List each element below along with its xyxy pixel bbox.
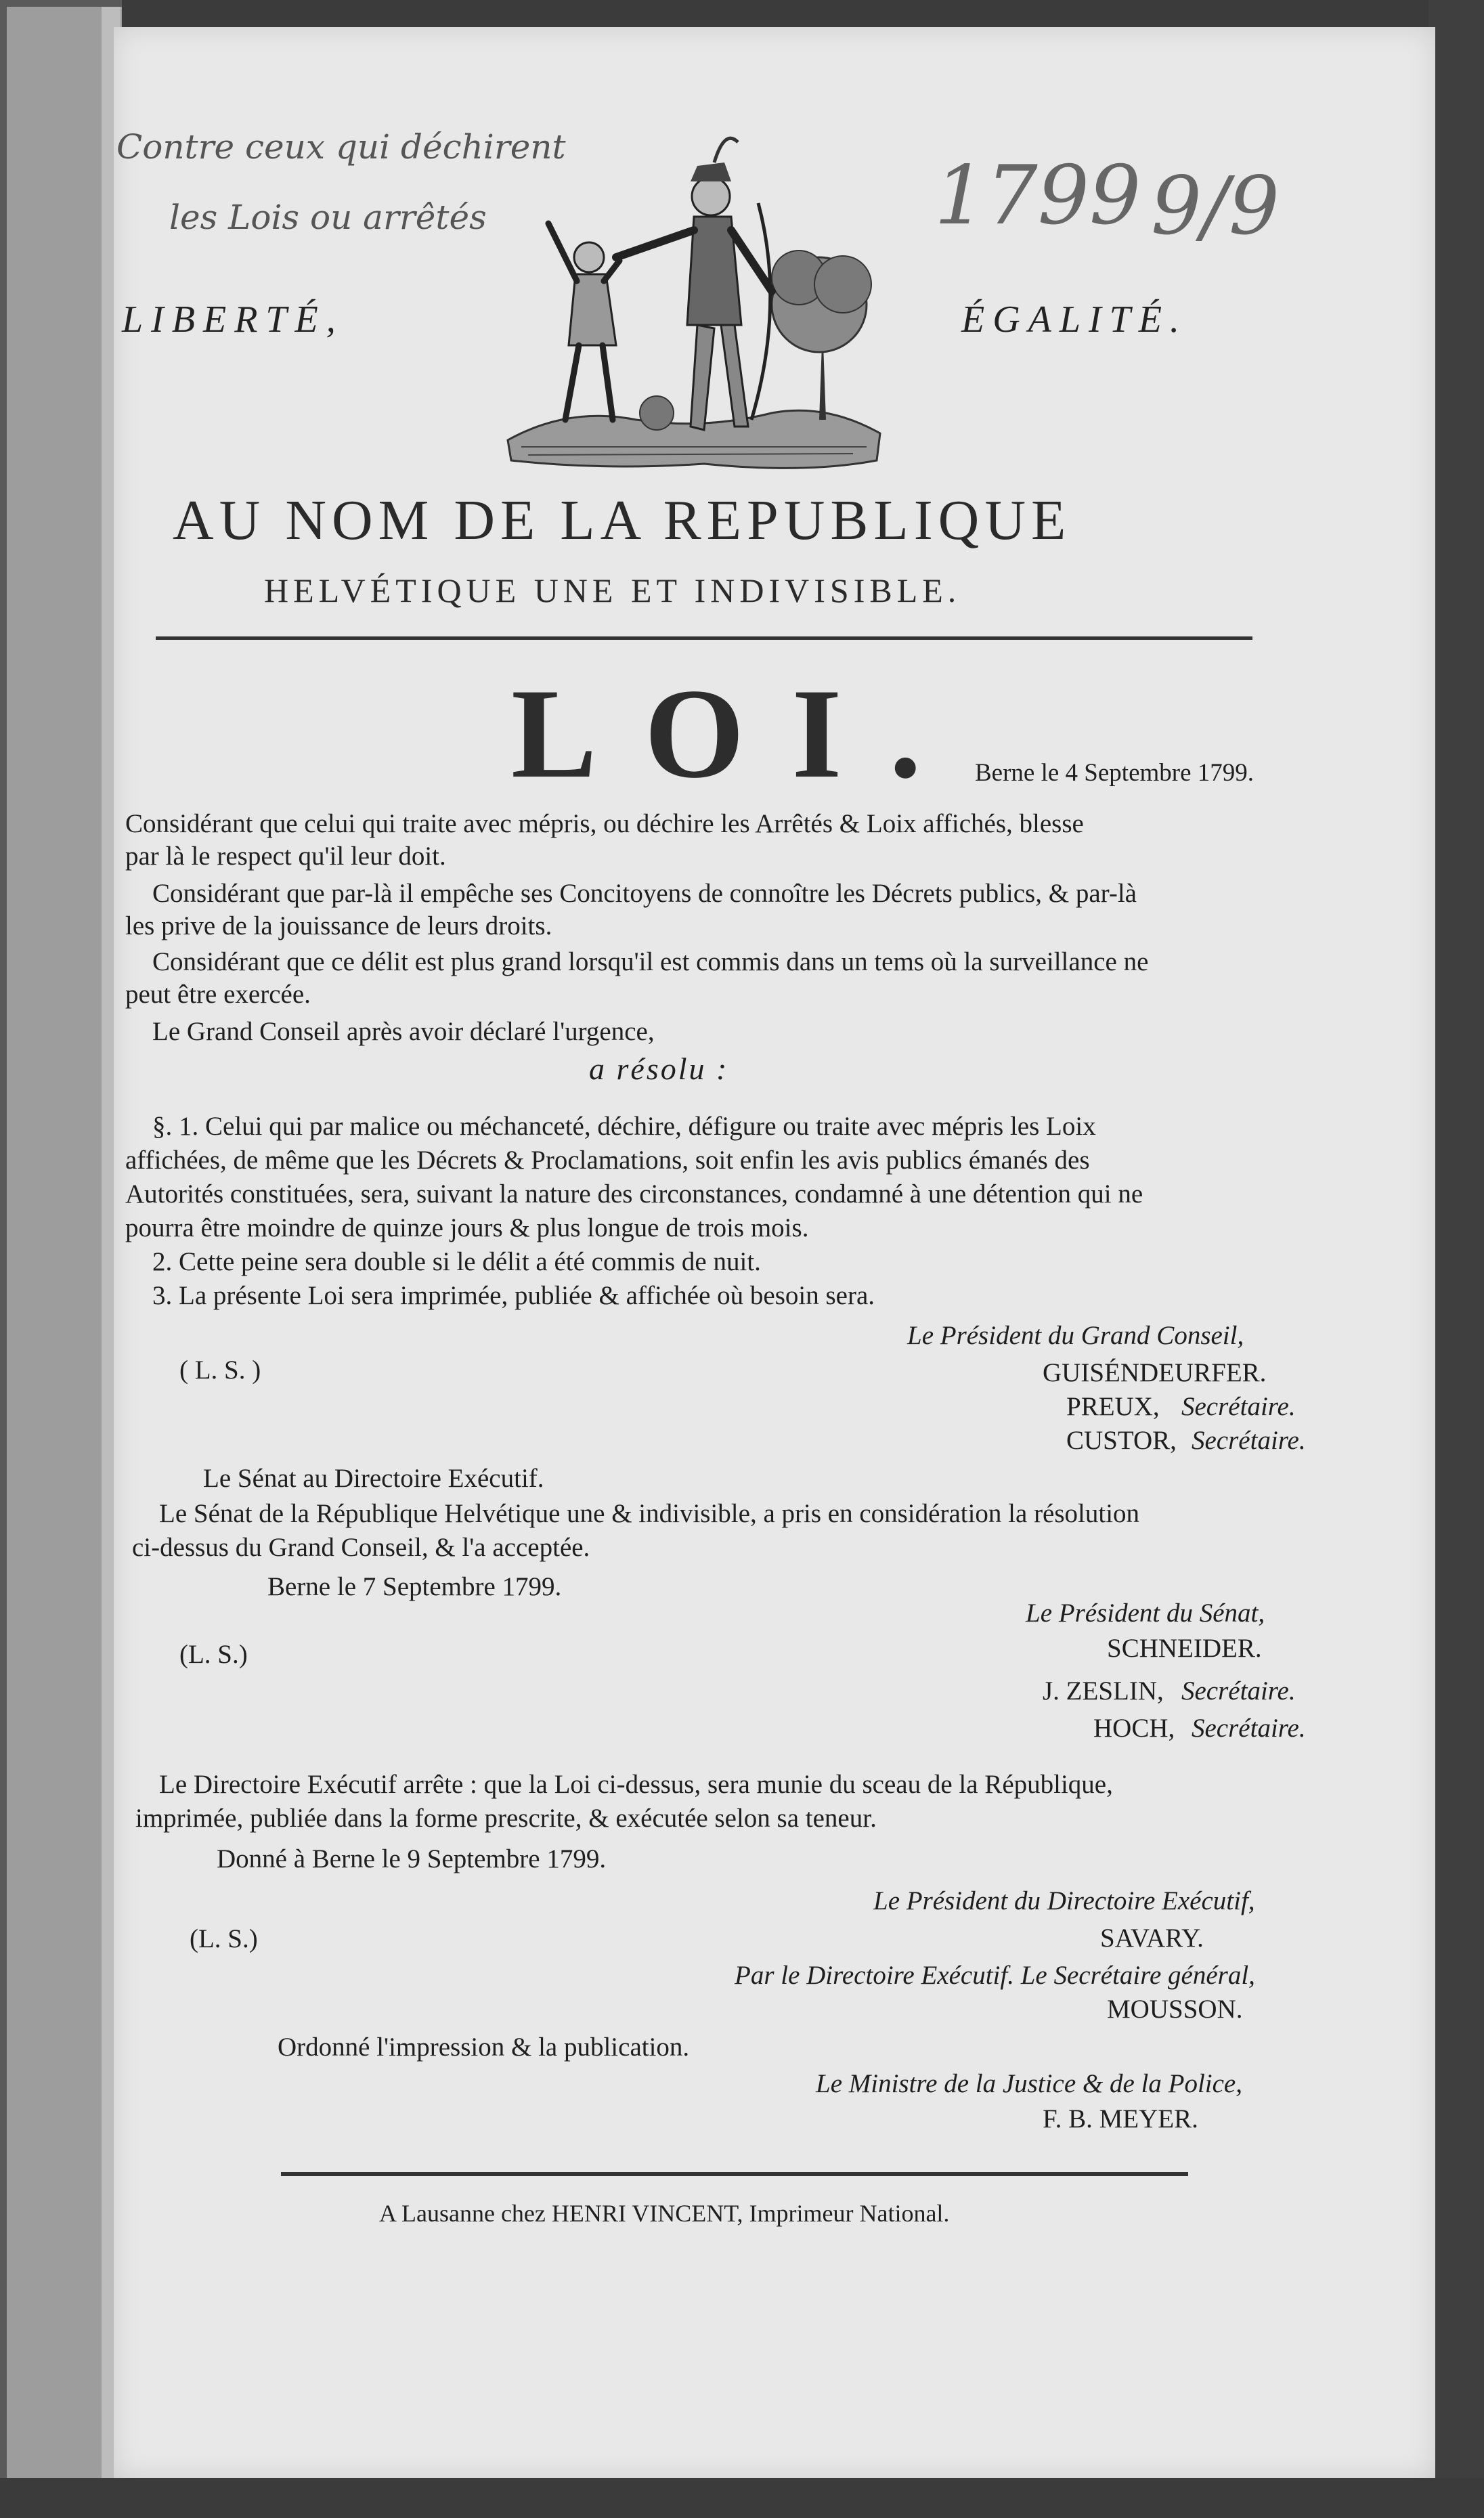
senat-secretary-2-role: Secrétaire. — [1192, 1714, 1306, 1743]
article-1-line-1: §. 1. Celui qui par malice ou méchanceté, déchire, défigure ou traite avec mépris les Loix — [152, 1112, 1096, 1141]
preamble-line-2: par là le respect qu'il leur doit. — [125, 842, 446, 871]
senat-secretary-2-name: HOCH, — [1093, 1714, 1175, 1743]
preamble-line-5: Considérant que ce délit est plus grand lorsqu'il est commis dans un tems où la surveillance ne — [152, 947, 1149, 976]
preamble-line-4: les prive de la jouissance de leurs droits. — [125, 911, 552, 940]
grand-conseil-secretary-1-name: PREUX, — [1066, 1392, 1160, 1421]
senat-text-line-1: Le Sénat de la République Helvétique une & indivisible, a pris en considération la résolution — [159, 1499, 1140, 1528]
directoire-secretary-title: Par le Directoire Exécutif. Le Secrétaire général, — [735, 1961, 1255, 1990]
handwritten-folio: 9/9 — [1151, 159, 1280, 253]
motto-liberte: LIBERTÉ, — [122, 299, 344, 341]
grand-conseil-secretary-2-name: CUSTOR, — [1066, 1426, 1177, 1455]
preamble-line-3: Considérant que par-là il empêche ses Concitoyens de connoître les Décrets publics, & par-là — [152, 879, 1137, 908]
directoire-date: Donné à Berne le 9 Septembre 1799. — [217, 1844, 607, 1873]
handwritten-note-line1: Contre ceux qui déchirent — [116, 127, 566, 167]
grand-conseil-secretary-1-role: Secrétaire. — [1181, 1392, 1296, 1421]
directoire-text-line-1: Le Directoire Exécutif arrête : que la Loi ci-dessus, sera munie du sceau de la République, — [159, 1770, 1113, 1799]
minister-name: F. B. MEYER. — [1043, 2104, 1198, 2133]
footer-rule — [281, 2172, 1188, 2176]
senat-secretary-1-role: Secrétaire. — [1181, 1676, 1296, 1706]
grand-conseil-president: GUISÉNDEURFER. — [1043, 1358, 1267, 1387]
scan-background-bottom — [0, 2478, 1484, 2518]
directoire-secretary: MOUSSON. — [1107, 1995, 1243, 2024]
resolved-heading: a résolu : — [589, 1051, 729, 1086]
handwritten-note-line2: les Lois ou arrêtés — [169, 198, 487, 237]
article-1-line-2: affichées, de même que les Décrets & Proclamations, soit enfin les avis publics émanés des — [125, 1146, 1090, 1175]
printer-imprint: A Lausanne chez HENRI VINCENT, Imprimeur National. — [379, 2200, 950, 2227]
senat-president-title: Le Président du Sénat, — [1026, 1599, 1265, 1628]
dateline: Berne le 4 Septembre 1799. — [975, 759, 1254, 787]
article-2: 2. Cette peine sera double si le délit a été commis de nuit. — [152, 1247, 761, 1276]
preamble-line-7: Le Grand Conseil après avoir déclaré l'urgence, — [152, 1017, 655, 1046]
senat-date: Berne le 7 Septembre 1799. — [267, 1572, 562, 1601]
handwritten-year: 1799 — [934, 149, 1141, 243]
grand-conseil-president-title: Le Président du Grand Conseil, — [907, 1321, 1244, 1350]
senat-text-line-2: ci-dessus du Grand Conseil, & l'a acceptée. — [132, 1533, 590, 1562]
publication-order: Ordonné l'impression & la publication. — [278, 2033, 690, 2062]
senat-secretary-1-name: J. ZESLIN, — [1043, 1676, 1164, 1706]
article-3: 3. La présente Loi sera imprimée, publiée & affichée où besoin sera. — [152, 1281, 875, 1310]
law-title: LOI. — [511, 663, 969, 805]
senat-president: SCHNEIDER. — [1107, 1634, 1262, 1663]
preamble-line-1: Considérant que celui qui traite avec mépris, ou déchire les Arrêtés & Loix affichés, blesse — [125, 809, 1084, 838]
senat-seal: (L. S.) — [179, 1640, 248, 1669]
article-1-line-4: pourra être moindre de quinze jours & plus longue de trois mois. — [125, 1213, 809, 1242]
minister-title: Le Ministre de la Justice & de la Police, — [816, 2069, 1242, 2098]
directoire-president: SAVARY. — [1100, 1924, 1204, 1953]
william-tell-engraving — [501, 122, 887, 474]
scan-background-right — [1428, 0, 1484, 2518]
motto-egalite: ÉGALITÉ. — [961, 299, 1187, 341]
heading-line1: AU NOM DE LA REPUBLIQUE — [173, 489, 1072, 552]
preamble-line-6: peut être exercée. — [125, 980, 311, 1009]
article-1-line-3: Autorités constituées, sera, suivant la nature des circonstances, condamné à une détention qui ne — [125, 1179, 1143, 1209]
heading-rule — [156, 636, 1252, 640]
senat-heading: Le Sénat au Directoire Exécutif. — [203, 1464, 544, 1493]
grand-conseil-seal: ( L. S. ) — [179, 1355, 261, 1385]
directoire-seal: (L. S.) — [190, 1924, 258, 1953]
directoire-president-title: Le Président du Directoire Exécutif, — [873, 1886, 1255, 1915]
heading-line2: HELVÉTIQUE UNE ET INDIVISIBLE. — [264, 571, 961, 609]
directoire-text-line-2: imprimée, publiée dans la forme prescrite, & exécutée selon sa teneur. — [135, 1804, 877, 1833]
grand-conseil-secretary-2-role: Secrétaire. — [1192, 1426, 1306, 1455]
